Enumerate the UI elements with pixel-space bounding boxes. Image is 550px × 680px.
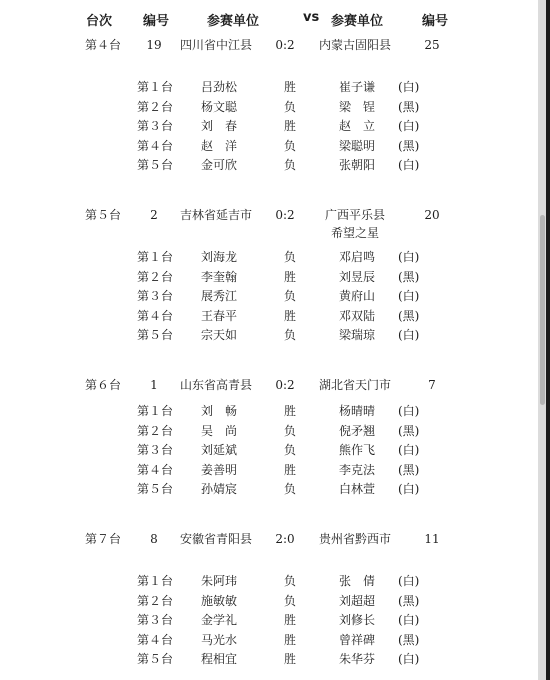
player-left: 朱阿玮: [200, 574, 238, 588]
team-unit-left: 安徽省青阳县: [180, 532, 253, 546]
player-right: 李克法: [338, 462, 376, 477]
player-right: 刘昱辰: [338, 269, 376, 284]
stone-color: (黑): [398, 138, 420, 153]
match-score: 0:2: [275, 38, 295, 52]
player-left: 杨文聪: [200, 99, 238, 114]
board-number: 第２台: [137, 99, 174, 114]
player-left: 金可欣: [200, 158, 238, 172]
player-right: 刘超超: [338, 593, 376, 608]
stone-color: (白): [398, 482, 420, 496]
player-left: 施敏敏: [200, 593, 238, 608]
team-unit-left: 山东省高青县: [180, 378, 253, 392]
stone-color: (黑): [398, 269, 420, 284]
board-result: 负: [283, 99, 297, 114]
player-right: 杨晴晴: [338, 404, 376, 418]
player-left: 刘延斌: [200, 443, 238, 457]
match-table: 第６台: [85, 378, 122, 392]
player-left: 程相宜: [200, 652, 238, 666]
board-result: 负: [283, 482, 297, 496]
board-number: 第３台: [137, 119, 174, 133]
board-result: 负: [283, 138, 297, 153]
team-unit-left: 吉林省延吉市: [180, 208, 253, 222]
board-number: 第５台: [137, 158, 174, 172]
player-right: 熊作飞: [338, 443, 376, 457]
stone-color: (白): [398, 80, 420, 94]
team-unit-left: 四川省中江县: [180, 38, 253, 52]
player-right: 邓启鸣: [338, 250, 376, 264]
board-number: 第５台: [137, 652, 174, 666]
board-number: 第４台: [137, 138, 174, 153]
board-result: 负: [283, 443, 297, 457]
board-number: 第３台: [137, 289, 174, 303]
stone-color: (白): [398, 250, 420, 264]
stone-color: (黑): [398, 99, 420, 114]
board-number: 第１台: [137, 404, 174, 418]
match-score: 2:0: [275, 532, 295, 546]
board-number: 第１台: [137, 574, 174, 588]
board-result: 胜: [283, 652, 297, 666]
stone-color: (白): [398, 328, 420, 342]
board-result: 负: [283, 574, 297, 588]
player-left: 马光水: [200, 632, 238, 647]
player-left: 刘 春: [200, 119, 238, 133]
header-round: 台次: [86, 14, 113, 29]
team-number-left: 1: [150, 378, 158, 392]
stone-color: (黑): [398, 308, 420, 323]
team-unit-right: 内蒙古固阳县: [318, 38, 392, 52]
player-left: 吕劲松: [200, 80, 238, 94]
match-score: 0:2: [275, 208, 295, 222]
team-number-left: 8: [150, 532, 158, 546]
player-right: 倪矛翘: [338, 423, 376, 438]
player-right: 黄府山: [338, 289, 376, 303]
board-number: 第２台: [137, 423, 174, 438]
team-unit-right: 广西平乐县: [324, 208, 386, 222]
player-right: 白林萱: [338, 482, 376, 496]
player-right: 梁瑞琼: [338, 328, 376, 342]
board-number: 第１台: [137, 250, 174, 264]
scrollbar-thumb[interactable]: [540, 215, 545, 405]
stone-color: (白): [398, 289, 420, 303]
board-number: 第２台: [137, 593, 174, 608]
player-left: 赵 洋: [200, 138, 238, 153]
team-number-right: 20: [424, 208, 440, 222]
player-right: 张 倩: [338, 574, 376, 588]
stone-color: (白): [398, 404, 420, 418]
board-number: 第５台: [137, 482, 174, 496]
stone-color: (黑): [398, 632, 420, 647]
board-result: 负: [283, 328, 297, 342]
board-number: 第２台: [137, 269, 174, 284]
player-right: 梁聪明: [338, 138, 376, 153]
player-right: 刘修长: [338, 613, 376, 627]
stone-color: (白): [398, 613, 420, 627]
team-unit-right: 湖北省天门市: [318, 378, 392, 392]
team-number-left: 19: [146, 38, 162, 52]
player-left: 宗天如: [200, 328, 238, 342]
board-result: 胜: [283, 119, 297, 133]
team-number-right: 7: [428, 378, 436, 392]
player-left: 孙婧宸: [200, 482, 238, 496]
team-number-right: 11: [424, 532, 440, 546]
header-unit-left: 参赛单位: [207, 14, 260, 29]
stone-color: (黑): [398, 593, 420, 608]
player-right: 梁 锃: [338, 99, 376, 114]
header-vs: vs: [303, 10, 320, 25]
board-result: 负: [283, 593, 297, 608]
player-right: 朱华芬: [338, 652, 376, 666]
board-result: 负: [283, 289, 297, 303]
header-unit-right: 参赛单位: [331, 14, 384, 29]
board-result: 负: [283, 250, 297, 264]
player-left: 姜善明: [200, 462, 238, 477]
team-number-right: 25: [424, 38, 440, 52]
header-number-right: 编号: [422, 14, 449, 29]
board-result: 胜: [283, 269, 297, 284]
stone-color: (白): [398, 443, 420, 457]
board-result: 负: [283, 423, 297, 438]
match-table: 第７台: [85, 532, 122, 546]
board-number: 第３台: [137, 613, 174, 627]
board-number: 第５台: [137, 328, 174, 342]
stone-color: (黑): [398, 462, 420, 477]
player-right: 张朝阳: [338, 158, 376, 172]
player-left: 展秀江: [200, 289, 238, 303]
player-left: 李奎翰: [200, 269, 238, 284]
match-table: 第５台: [85, 208, 122, 222]
header-number-left: 编号: [143, 14, 170, 29]
player-left: 王春平: [200, 308, 238, 323]
stone-color: (黑): [398, 423, 420, 438]
board-number: 第４台: [137, 308, 174, 323]
board-result: 胜: [283, 404, 297, 418]
board-number: 第１台: [137, 80, 174, 94]
stone-color: (白): [398, 574, 420, 588]
player-right: 赵 立: [338, 119, 376, 133]
match-score: 0:2: [275, 378, 295, 392]
player-right: 曾祥碑: [338, 632, 376, 647]
stone-color: (白): [398, 652, 420, 666]
stone-color: (白): [398, 158, 420, 172]
board-result: 胜: [283, 632, 297, 647]
window-edge: [546, 0, 550, 680]
board-number: 第３台: [137, 443, 174, 457]
player-left: 刘海龙: [200, 250, 238, 264]
board-result: 胜: [283, 462, 297, 477]
board-number: 第４台: [137, 632, 174, 647]
scrollbar[interactable]: [538, 0, 550, 680]
board-result: 胜: [283, 80, 297, 94]
board-result: 负: [283, 158, 297, 172]
team-number-left: 2: [150, 208, 158, 222]
board-result: 胜: [283, 308, 297, 323]
player-left: 刘 畅: [200, 404, 238, 418]
player-right: 邓双陆: [338, 308, 376, 323]
player-left: 吴 尚: [200, 423, 238, 438]
board-number: 第４台: [137, 462, 174, 477]
player-left: 金学礼: [200, 613, 238, 627]
team-unit-right: 贵州省黔西市: [318, 532, 392, 546]
team-unit-right: 希望之星: [330, 226, 380, 240]
match-table: 第４台: [85, 38, 122, 52]
stone-color: (白): [398, 119, 420, 133]
player-right: 崔子谦: [338, 80, 376, 94]
board-result: 胜: [283, 613, 297, 627]
